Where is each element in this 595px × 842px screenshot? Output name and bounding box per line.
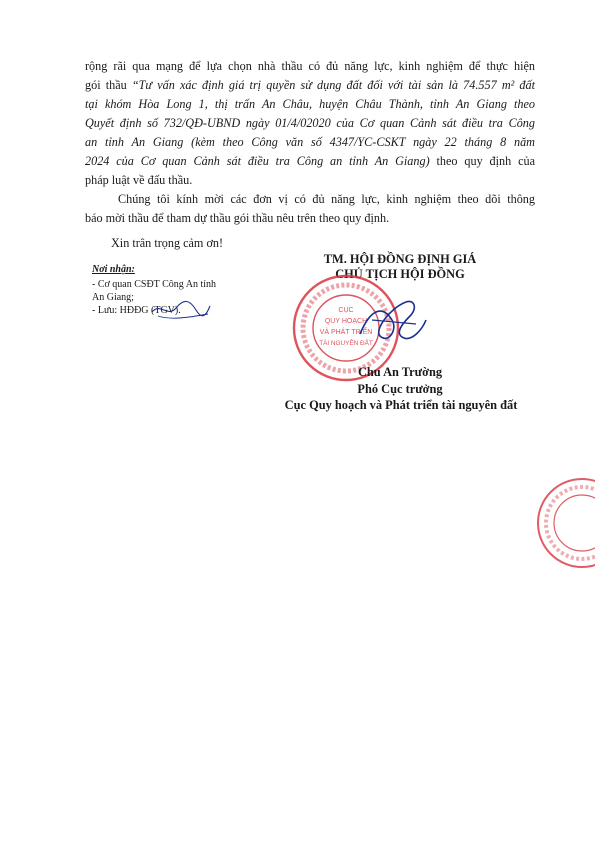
recipients-heading: Nơi nhận: [92, 264, 135, 275]
body-line-1: rộng rãi qua mạng để lựa chọn nhà thầu có đủ năng lực, kinh nghiệm để thực hiện [85, 59, 535, 73]
body-line-6 [85, 152, 535, 171]
body-p2-line-1: Chúng tôi kính mời các đơn vị có đủ năng lực, kinh nghiệm theo dõi thông [118, 192, 535, 206]
body-p2-line-2: báo mời thầu để tham dự thầu gói thầu nêu trên theo quy định. [85, 211, 390, 225]
body-line-4: Quyết định số 732/QĐ-UBND ngày 01/4/02020 của Cơ quan Cảnh sát điều tra Công [85, 116, 535, 130]
body-line-6-tail: theo quy định của [429, 154, 535, 168]
edge-seal-stamp [534, 475, 595, 571]
signature-line-2: CHỦ TỊCH HỘI ĐỒNG [335, 267, 465, 281]
stamp-center-line-1: CỤC [338, 307, 354, 314]
stamp-center-line-4: TÀI NGUYÊN ĐẤT [319, 340, 373, 347]
initials-scribble [150, 298, 212, 322]
signer-title: Phó Cục trưởng [357, 382, 443, 396]
recipient-line-2: An Giang; [92, 292, 134, 303]
body-line-5: an tỉnh An Giang (kèm theo Công văn số 4347/YC-CSKT ngày 22 tháng 8 năm [85, 135, 535, 149]
signer-organization: Cục Quy hoạch và Phát triển tài nguyên đất [284, 398, 518, 412]
body-line-2-lead: gói thầu [85, 78, 132, 92]
closing-line: Xin trân trọng cảm ơn! [111, 236, 224, 250]
recipient-line-1: - Cơ quan CSĐT Công An tỉnh [92, 279, 217, 290]
stamp-center-line-2: QUY HOẠCH [324, 318, 368, 325]
body-line-7: pháp luật về đấu thầu. [85, 173, 193, 187]
body-line-3: tại khóm Hòa Long 1, thị trấn An Châu, huyện Châu Thành, tỉnh An Giang theo [85, 97, 535, 111]
stamp-center-line-3: VÀ PHÁT TRIỂN [319, 329, 373, 336]
body-line-6-italic: 2024 của Cơ quan Cảnh sát điều tra Công an tỉnh An Giang) [85, 154, 430, 168]
signer-name: Chu An Trường [357, 365, 443, 379]
recipient-line-3: - Lưu: HĐĐG (TGV). [92, 305, 181, 316]
body-line-2 [85, 76, 535, 95]
body-line-2-italic: “Tư vấn xác định giá trị quyền sử dụng đất đối với tài sản là 74.557 m² đất [131, 78, 535, 92]
handwritten-signature [352, 290, 432, 360]
signature-line-1: TM. HỘI ĐỒNG ĐỊNH GIÁ [323, 252, 477, 266]
